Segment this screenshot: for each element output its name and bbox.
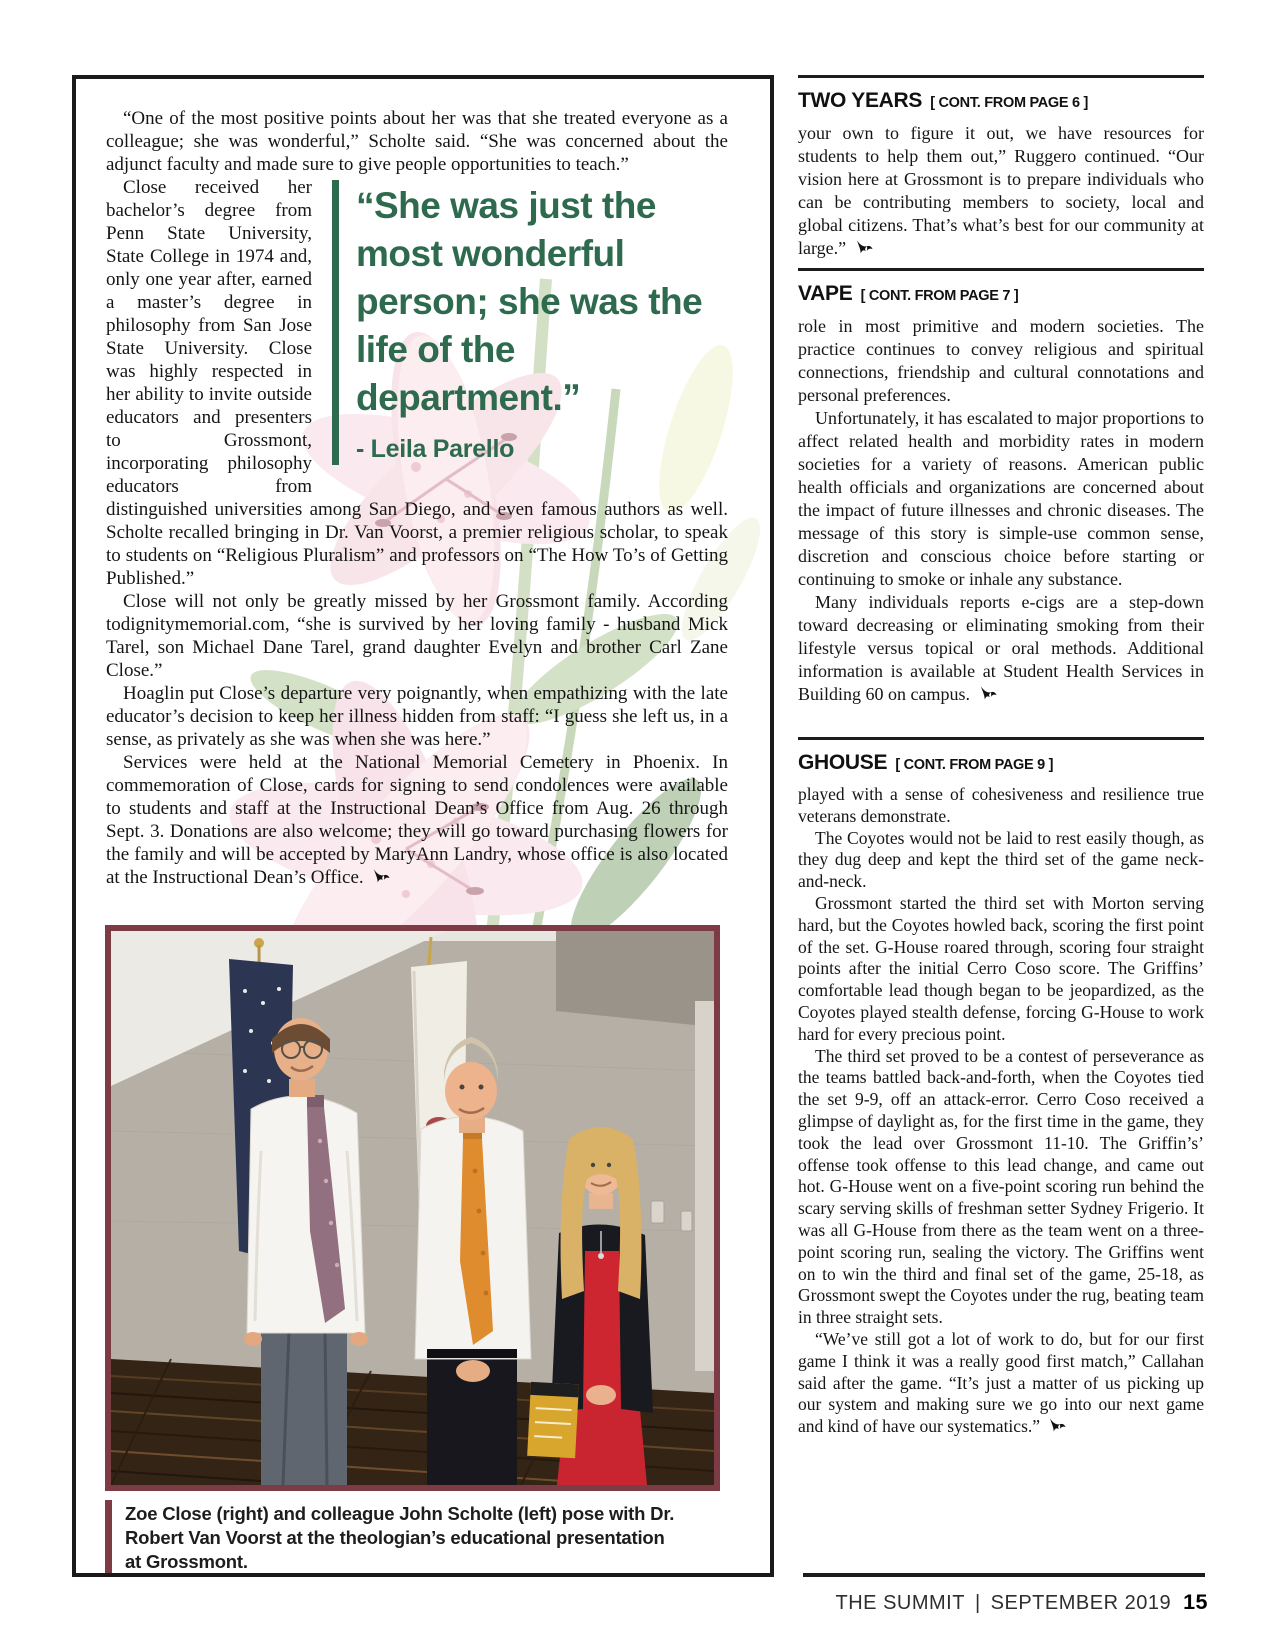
door-frame [695,1001,714,1371]
continued-from-label: [ CONT. FROM PAGE 7 ] [860,288,1019,304]
section-body [798,784,1204,1438]
section-divider-rule [798,75,1204,78]
light-switch [651,1201,664,1223]
photo-caption-text: Zoe Close (right) and colleague John Scholte (left) pose with Dr. Robert Van Voorst at the theologian’s educational presentation at Grossmont. [125,1503,675,1572]
section-slug: GHOUSE [798,751,888,774]
body-paragraph: role in most primitive and modern societies. The practice continues to convey religious and spiritual connections, friendship and cultural connotations and personal preferences. [798,316,1204,405]
section-body [798,122,1204,260]
article-paragraph: Hoaglin put Close’s departure very poignantly, when empathizing with the late educator’s decision to keep her illness hidden from staff: “I guess she left us, in a sense, as privately as she was when she was here.” [106,683,728,750]
article-paragraph [106,751,728,889]
body-paragraph: Unfortunately, it has escalated to major proportions to affect related health and morbidity rates in modern societies for a variety of reasons. American public health officials and organizations are concerned about the impact of future illnesses and chronic diseases. The message of this story is simple-use common sense, discretion and conscious choice before starting or continuing to smoke or inhale any substance. [798,408,1204,589]
end-of-story-bird-icon [856,240,873,254]
continued-from-label: [ CONT. FROM PAGE 6 ] [930,95,1089,111]
continued-from-label: [ CONT. FROM PAGE 9 ] [895,757,1054,773]
body-paragraph [798,122,1204,260]
body-paragraph: The third set proved to be a contest of perseverance as the teams battled back-and-forth, when the Coyotes tied the set 9-9, off an attack-error. Cerro Coso received a glimpse of daylight as, for the first time in the game, they took the lead over Grossmont 11-10. The Griffin’s’ offense took offense to this lead change, and came out hot. G-House went on a five-point scoring run behind the scary serving skills of freshman setter Sydney Frigerio. It was all G-House from there as the team went on a three-point scoring run, sealing the victory. The Griffins went on to win the third and final set of the game, 25-18, as Grossmont swept the Coyotes under the rug, beating team in three straight sets. [798,1045,1204,1328]
body-paragraph: The Coyotes would not be laid to rest easily though, as they dug deep and kept the third set of the game neck-and-neck. [798,827,1204,892]
light-switch [681,1211,692,1231]
paragraph-text: your own to figure it out, we have resources for students to help them out,” Ruggero continued. “Our vision here at Grossmont is to prepare individuals who can be contributing members to society, local and global citizens. That’s what’s best for our community at large.” [798,123,1204,258]
continuation-column [798,75,1204,1577]
footer-rule [803,1573,1205,1577]
section-header [798,282,1204,306]
end-of-story-bird-icon [1049,1418,1066,1432]
body-paragraph: Grossmont started the third set with Morton serving hard, but the Coyotes howled back, scoring the first point of the set. G-House roared through, scoring four straight points after the initial Cerro Coso score. The Griffins’ comfortable lead though began to be jeopardized, as the Coyotes played stealth defense, forcing G-House to work hard for every precious point. [798,892,1204,1044]
pull-quote-attribution: - Leila Parello [356,435,515,463]
section-ghouse [798,737,1204,1438]
section-divider-rule [798,737,1204,740]
paragraph-text: “We’ve still got a lot of work to do, but for our first game I think it was a really good first match,” Callahan said after the game. “It’s just a matter of us picking up our system and making sure we go into our next game and kind of have our systematics.” [798,1328,1204,1437]
article-photo [105,925,720,1491]
main-article-box [72,75,774,1577]
issue-date: SEPTEMBER 2019 [990,1592,1172,1614]
article-paragraph: Close received her bachelor’s degree from Penn State University, State College in 1974 and, only one year after, earned a master’s degree in philosophy from San Jose State University. Close was highly respected in her ability to invite outside educators and presenters to Grossmont, incorporating philosophy educators from distinguished universities among San Diego, and even famous authors as well. Scholte recalled bringing in Dr. Van Voorst, a premier religious scholar, to speak to students on “Religious Pluralism” and professors on “The How To’s of Getting Published.” [106,177,728,589]
photo-caption [105,1500,685,1576]
section-vape [798,268,1204,706]
section-header [798,751,1204,775]
photo-scene [111,931,714,1485]
page-footer [650,1590,1208,1615]
yellow-sign [527,1382,579,1458]
paragraph-text: Many individuals reports e-cigs are a step-down toward decreasing or eliminating smoking from their lifestyle versus topical or oral methods. Additional information is available at Student Health Services in Building 60 on campus. [798,592,1204,704]
paragraph-text: Services were held at the National Memorial Cemetery in Phoenix. In commemoration of Close, cards for signing to send condolences were available to students and staff at the Instructional Dean’s Office from Aug. 26 through Sept. 3. Donations are also welcome; they will go toward purchasing flowers for the family and will be accepted by MaryAnn Landry, whose office is also located at the Instructional Dean’s Office. [106,752,728,888]
obituary-article [76,79,770,889]
body-paragraph: played with a sense of cohesiveness and resilience true veterans demonstrate. [798,784,1204,826]
section-slug: VAPE [798,282,853,305]
pull-quote-text: “She was just the most wonderful person; she was the life of the department.” [356,185,703,418]
article-photo-block [105,925,720,1576]
section-divider-rule [798,268,1204,271]
paragraph-with-pullquote [106,176,728,590]
section-two-years [798,75,1204,260]
page-number: 15 [1183,1590,1208,1614]
footer-divider: | [974,1592,981,1614]
publication-name: THE SUMMIT [835,1592,965,1614]
article-paragraph: “One of the most positive points about her was that she treated everyone as a colleague; she was wonderful,” Scholte said. “She was concerned about the adjunct faculty and made sure to give people opportunities to teach.” [106,108,728,175]
article-paragraph: Close will not only be greatly missed by her Grossmont family. According todignitymemorial.com, “she is survived by her loving family - husband Mick Tarel, son Michael Dane Tarel, grand daughter Evelyn and brother Carl Zane Close.” [106,591,728,681]
end-of-story-bird-icon [373,869,390,883]
section-header [798,89,1204,113]
wall-panel [556,931,714,1027]
section-slug: TWO YEARS [798,89,923,112]
body-paragraph [798,1329,1204,1438]
end-of-story-bird-icon [980,686,997,700]
pull-quote [332,180,728,465]
section-body [798,315,1204,706]
body-paragraph [798,591,1204,706]
